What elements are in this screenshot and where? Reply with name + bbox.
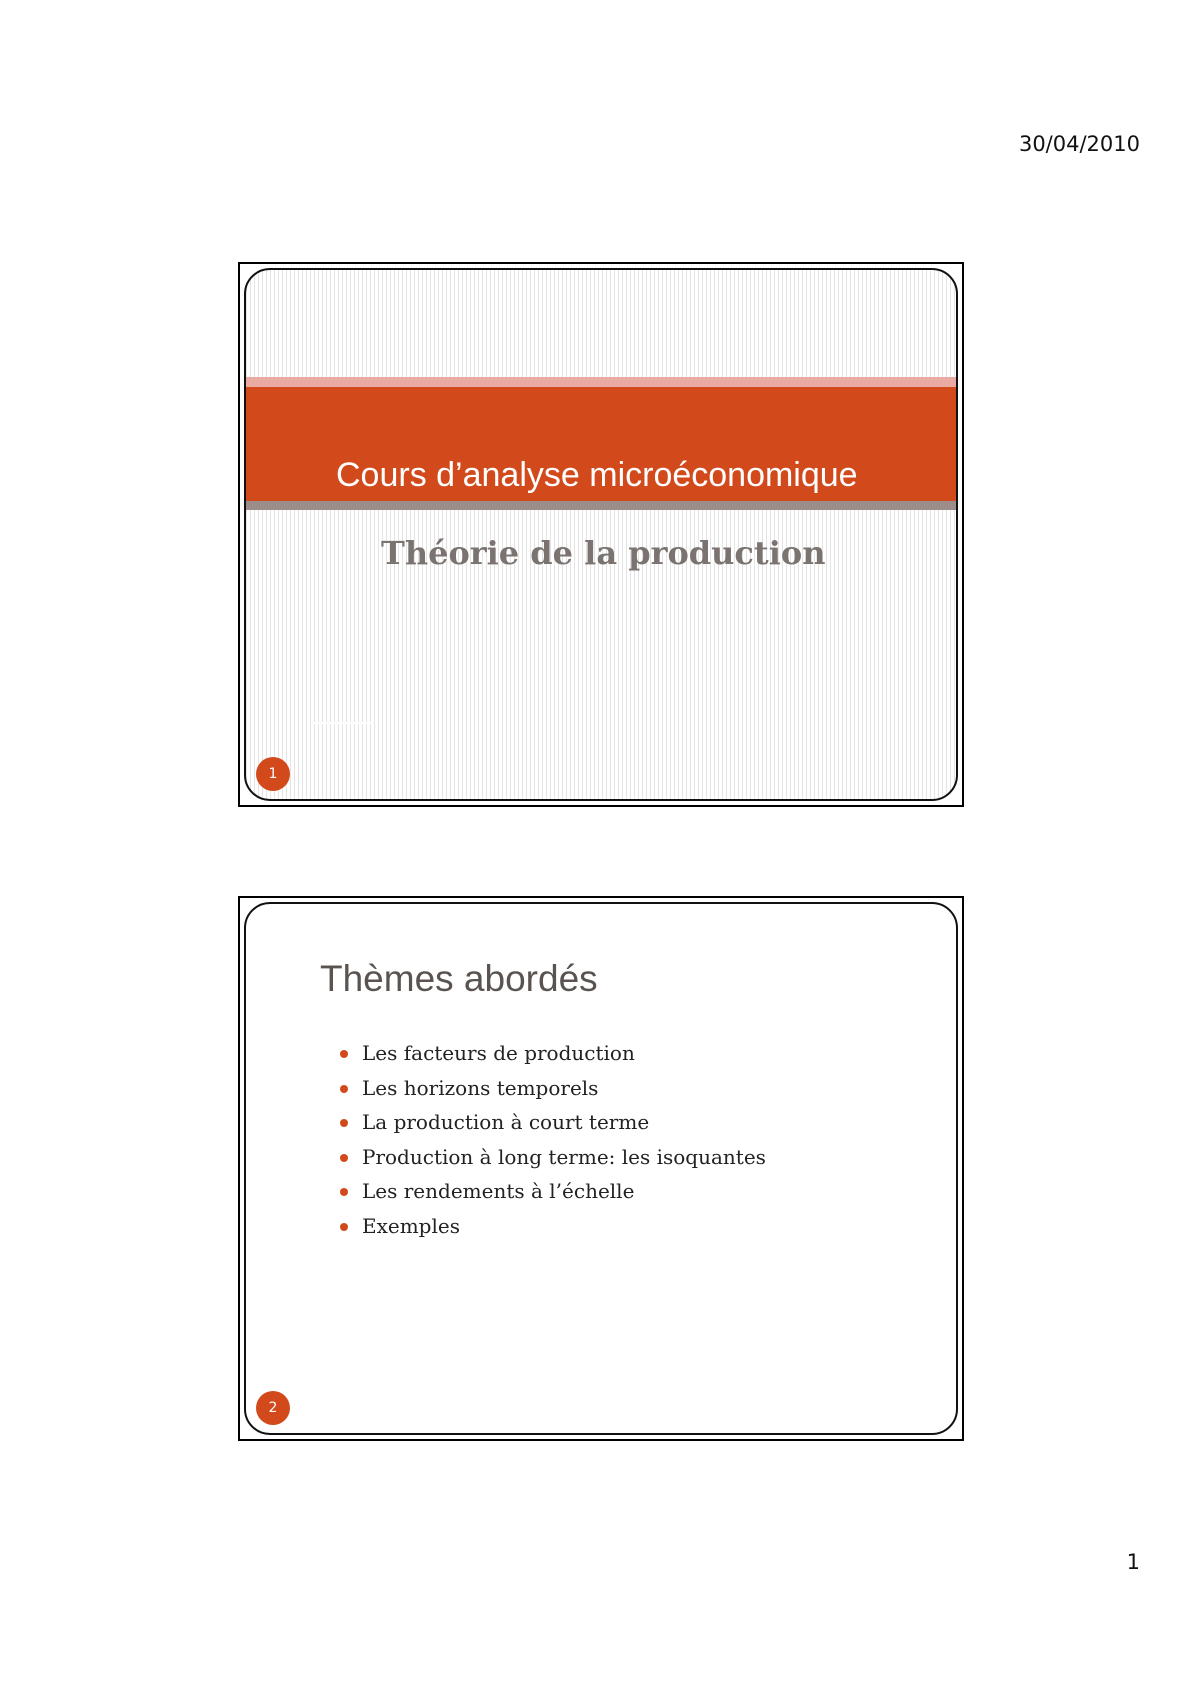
list-item-text: Exemples <box>362 1213 460 1238</box>
slide-2-title: Thèmes abordés <box>320 958 598 999</box>
decorative-mark <box>312 722 374 724</box>
themes-list <box>338 1036 766 1243</box>
list-item <box>338 1036 766 1071</box>
bullet-icon <box>340 1119 348 1127</box>
bullet-icon <box>340 1050 348 1058</box>
slide-2-content <box>244 902 958 1435</box>
slide-number-badge: 2 <box>256 1391 290 1425</box>
title-band-accent <box>246 377 956 387</box>
bullet-icon <box>340 1085 348 1093</box>
bullet-icon <box>340 1188 348 1196</box>
list-item-text: Les horizons temporels <box>362 1075 599 1100</box>
slide-1-title: Cours d’analyse microéconomique <box>336 456 858 494</box>
page-date: 30/04/2010 <box>1018 132 1140 156</box>
list-item <box>338 1140 766 1175</box>
list-item <box>338 1209 766 1244</box>
slide-1 <box>238 262 964 807</box>
list-item-text: Les rendements à l’échelle <box>362 1179 635 1203</box>
bullet-icon <box>340 1223 348 1231</box>
list-item-text: Production à long terme: les isoquantes <box>362 1144 766 1169</box>
list-item-text: Les facteurs de production <box>362 1041 635 1065</box>
list-item <box>338 1071 766 1106</box>
slide-1-subtitle: Théorie de la production <box>381 534 826 572</box>
bullet-icon <box>340 1154 348 1162</box>
list-item <box>338 1174 766 1209</box>
list-item-text: La production à court terme <box>362 1110 650 1134</box>
slide-2 <box>238 896 964 1441</box>
list-item <box>338 1105 766 1140</box>
slide-number-badge: 1 <box>256 757 290 791</box>
title-band-shadow <box>246 501 956 510</box>
page-number: 1 <box>1126 1550 1140 1574</box>
slide-1-content <box>244 268 958 801</box>
